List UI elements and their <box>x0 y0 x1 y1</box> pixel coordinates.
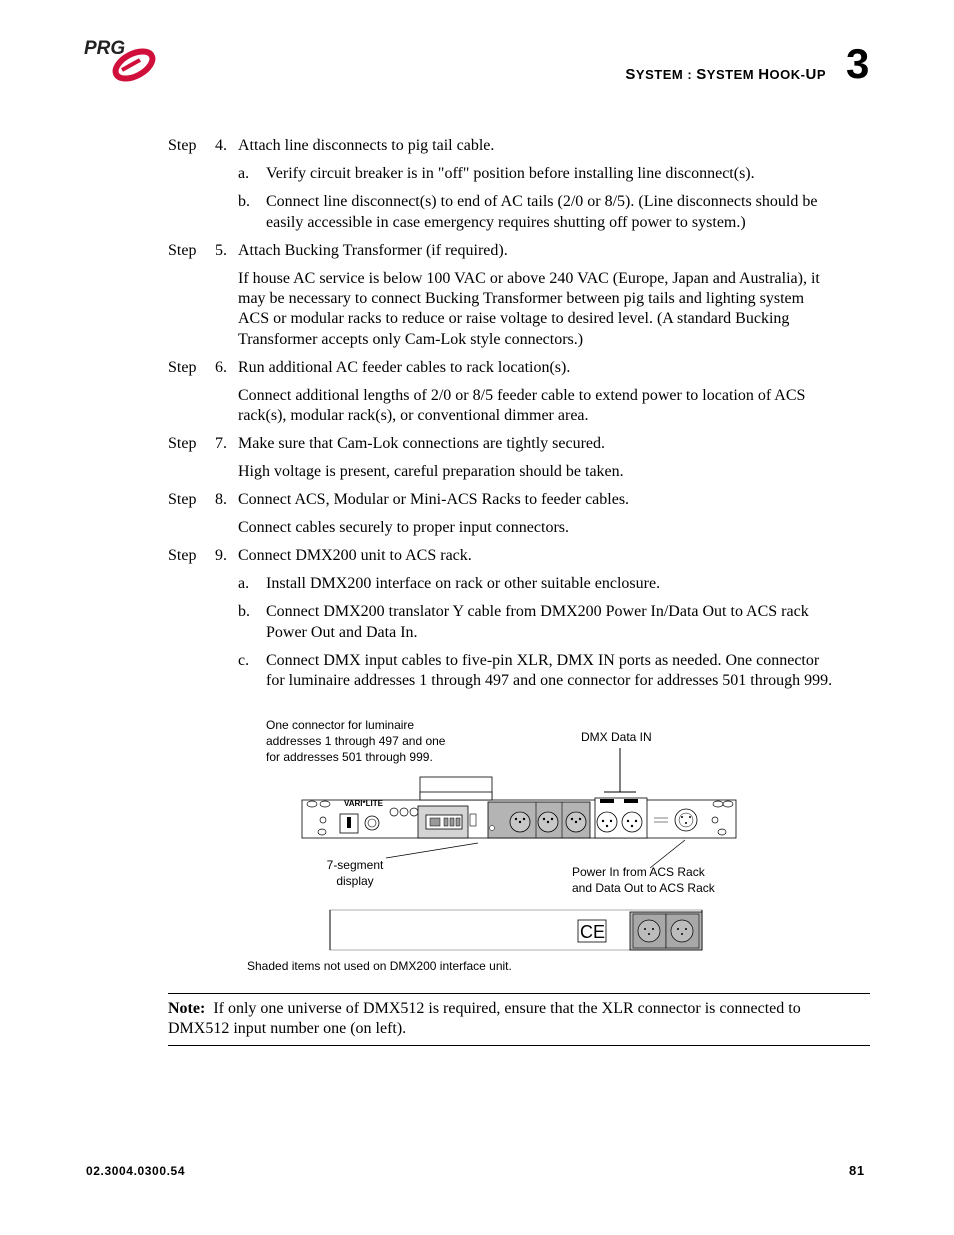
step-text: Attach Bucking Transformer (if required). <box>238 242 508 259</box>
paragraph-line: may be necessary to connect Bucking Transformer between pig tails and lighting system <box>238 290 805 307</box>
step-number: 9. <box>215 547 227 564</box>
sub-text: Power Out and Data In. <box>266 624 418 641</box>
step-number: 7. <box>215 435 227 452</box>
sub-letter: b. <box>238 603 250 620</box>
callout-power-line: Power In from ACS Rack <box>572 865 705 879</box>
note <box>168 999 870 1039</box>
callout-power-line: and Data Out to ACS Rack <box>572 881 715 895</box>
callout-connector-line: addresses 1 through 497 and one <box>266 734 446 748</box>
sub-letter: c. <box>238 652 250 669</box>
sub-letter: a. <box>238 165 250 182</box>
paragraph-line: ACS or modular racks to reduce or raise voltage to desired level. (A standard Bucking <box>238 310 790 327</box>
paragraph-line: Connect additional lengths of 2/0 or 8/5 feeder cable to extend power to location of ACS <box>238 387 806 404</box>
panel-brand: VARI*LITE <box>344 799 383 808</box>
step-label: Step <box>168 547 197 564</box>
step-text: Connect ACS, Modular or Mini-ACS Racks to feeder cables. <box>238 491 630 508</box>
note-label: Note: <box>168 1000 206 1017</box>
step-number: 4. <box>215 137 227 154</box>
callout-segment-line: display <box>336 874 374 888</box>
note-text: DMX512 input number one (on left). <box>168 1020 407 1037</box>
callout-dmx-in: DMX Data IN <box>581 730 652 744</box>
step-text: Make sure that Cam-Lok connections are tightly secured. <box>238 435 605 452</box>
section-title: SYSTEM : SYSTEM HOOK-UP <box>625 66 826 83</box>
sub-text: easily accessible in case emergency requires shutting off power to system.) <box>266 214 746 231</box>
paragraph-line: Transformer accepts only Cam-Lok style connectors.) <box>238 331 584 348</box>
sub-text: for luminaire addresses 1 through 497 and one connector for addresses 501 through 999. <box>266 672 833 689</box>
step-number: 8. <box>215 491 227 508</box>
note-rule-top <box>168 993 870 994</box>
callout-connector-line: for addresses 501 through 999. <box>266 750 433 764</box>
step-text: Attach line disconnects to pig tail cable. <box>238 137 495 154</box>
step-label: Step <box>168 359 197 376</box>
step-number: 6. <box>215 359 227 376</box>
figure-caption: Shaded items not used on DMX200 interface unit. <box>247 959 512 973</box>
sub-text: Connect DMX input cables to five-pin XLR, DMX IN ports as needed. One connector <box>266 652 820 669</box>
sub-text: Connect line disconnect(s) to end of AC tails (2/0 or 8/5). (Line disconnects should be <box>266 193 818 210</box>
step-text: Run additional AC feeder cables to rack location(s). <box>238 359 571 376</box>
paragraph-line: rack(s), modular rack(s), or conventional dimmer area. <box>238 407 589 424</box>
logo-text: PRG <box>84 38 126 59</box>
step-number: 5. <box>215 242 227 259</box>
doc-number: 02.3004.0300.54 <box>86 1164 186 1178</box>
paragraph-line: High voltage is present, careful preparation should be taken. <box>238 463 624 480</box>
sub-text: Verify circuit breaker is in "off" position before installing line disconnect(s). <box>266 165 755 182</box>
step-label: Step <box>168 491 197 508</box>
ce-mark: CE <box>580 922 606 942</box>
sub-text: Install DMX200 interface on rack or other suitable enclosure. <box>266 575 661 592</box>
callout-segment-line: 7-segment <box>326 858 384 872</box>
note-rule-bottom <box>168 1045 870 1046</box>
dmx200-panel-diagram <box>290 740 750 960</box>
step-label: Step <box>168 435 197 452</box>
sub-letter: b. <box>238 193 250 210</box>
prg-logo <box>82 38 160 84</box>
page-number: 81 <box>849 1163 865 1178</box>
step-text: Connect DMX200 unit to ACS rack. <box>238 547 472 564</box>
callout-connector-line: One connector for luminaire <box>266 718 415 732</box>
note-text: If only one universe of DMX512 is required, ensure that the XLR connector is connected to <box>213 1000 801 1017</box>
chapter-number: 3 <box>846 40 870 87</box>
step-label: Step <box>168 242 197 259</box>
sub-letter: a. <box>238 575 250 592</box>
step-label: Step <box>168 137 197 154</box>
paragraph-line: If house AC service is below 100 VAC or above 240 VAC (Europe, Japan and Australia), it <box>238 270 820 287</box>
paragraph-line: Connect cables securely to proper input connectors. <box>238 519 569 536</box>
sub-text: Connect DMX200 translator Y cable from DMX200 Power In/Data Out to ACS rack <box>266 603 809 620</box>
